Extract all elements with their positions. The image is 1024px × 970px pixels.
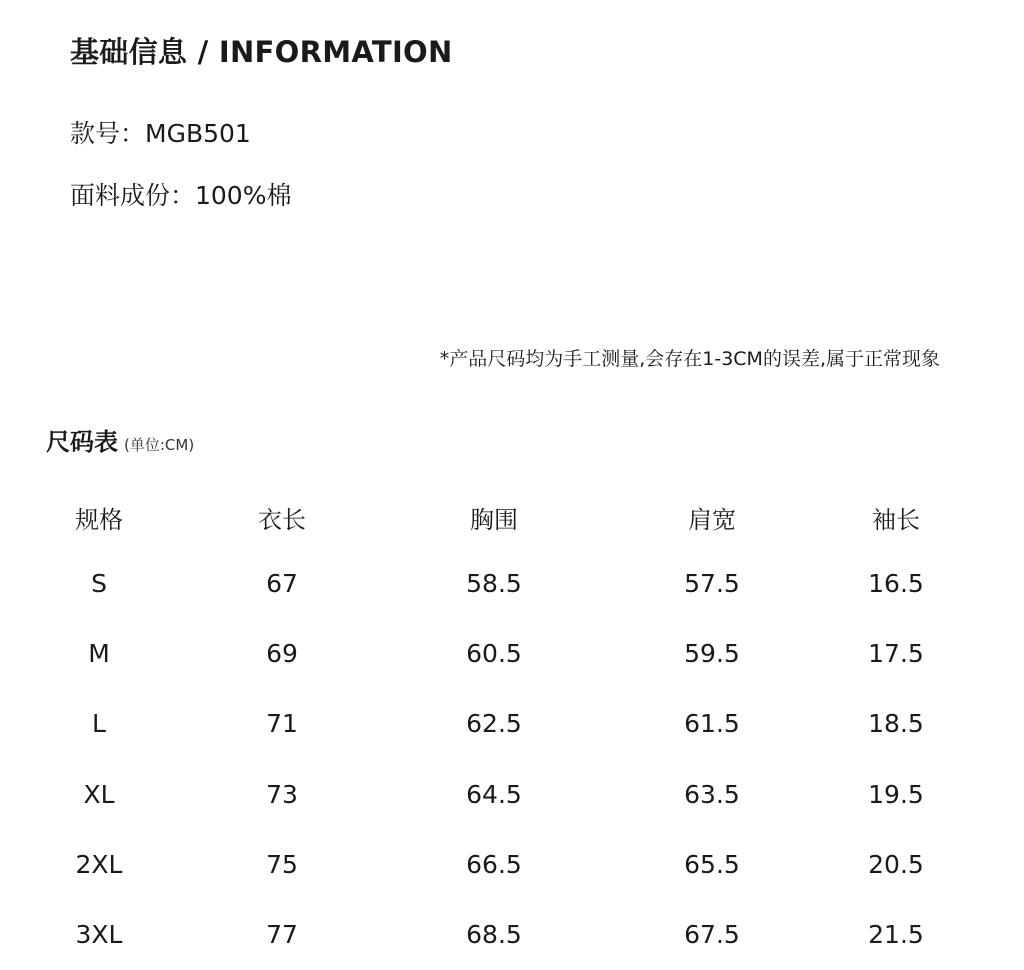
table-cell-length: 73 <box>266 780 298 809</box>
table-cell-size: S <box>91 569 107 598</box>
size-table-unit: (单位:CM) <box>124 436 195 454</box>
table-cell-chest: 64.5 <box>466 780 522 809</box>
table-cell-sleeve: 19.5 <box>868 780 924 809</box>
size-table-title: 尺码表 <box>46 428 118 456</box>
fabric-composition: 面料成份：100%棉 <box>70 181 292 210</box>
style-number: 款号：MGB501 <box>70 119 251 148</box>
table-cell-size: 3XL <box>75 920 123 949</box>
table-cell-chest: 58.5 <box>466 569 522 598</box>
table-cell-sleeve: 17.5 <box>868 639 924 668</box>
table-cell-size: L <box>92 709 106 738</box>
table-cell-sleeve: 16.5 <box>868 569 924 598</box>
table-cell-sleeve: 20.5 <box>868 850 924 879</box>
header-cell-size: 规格 <box>75 506 123 534</box>
table-cell-sleeve: 21.5 <box>868 920 924 949</box>
header-cell-chest: 胸围 <box>470 506 518 534</box>
table-cell-sleeve: 18.5 <box>868 709 924 738</box>
table-cell-chest: 66.5 <box>466 850 522 879</box>
table-cell-length: 69 <box>266 639 298 668</box>
table-cell-shoulder: 59.5 <box>684 639 740 668</box>
table-cell-shoulder: 63.5 <box>684 780 740 809</box>
size-table-heading <box>46 422 194 457</box>
header-cell-sleeve: 袖长 <box>872 506 920 534</box>
info-title: 基础信息 / INFORMATION <box>70 35 453 69</box>
table-cell-shoulder: 67.5 <box>684 920 740 949</box>
table-cell-shoulder: 61.5 <box>684 709 740 738</box>
table-cell-size: M <box>88 639 110 668</box>
measurement-note: *产品尺码均为手工测量,会存在1-3CM的误差,属于正常现象 <box>439 348 940 370</box>
table-cell-length: 71 <box>266 709 298 738</box>
header-cell-shoulder: 肩宽 <box>688 506 736 534</box>
table-cell-shoulder: 57.5 <box>684 569 740 598</box>
table-cell-chest: 60.5 <box>466 639 522 668</box>
table-cell-size: 2XL <box>75 850 123 879</box>
table-cell-size: XL <box>83 780 115 809</box>
table-cell-length: 67 <box>266 569 298 598</box>
header-cell-length: 衣长 <box>258 506 306 534</box>
table-cell-length: 77 <box>266 920 298 949</box>
table-cell-shoulder: 65.5 <box>684 850 740 879</box>
table-cell-chest: 68.5 <box>466 920 522 949</box>
table-cell-length: 75 <box>266 850 298 879</box>
table-cell-chest: 62.5 <box>466 709 522 738</box>
